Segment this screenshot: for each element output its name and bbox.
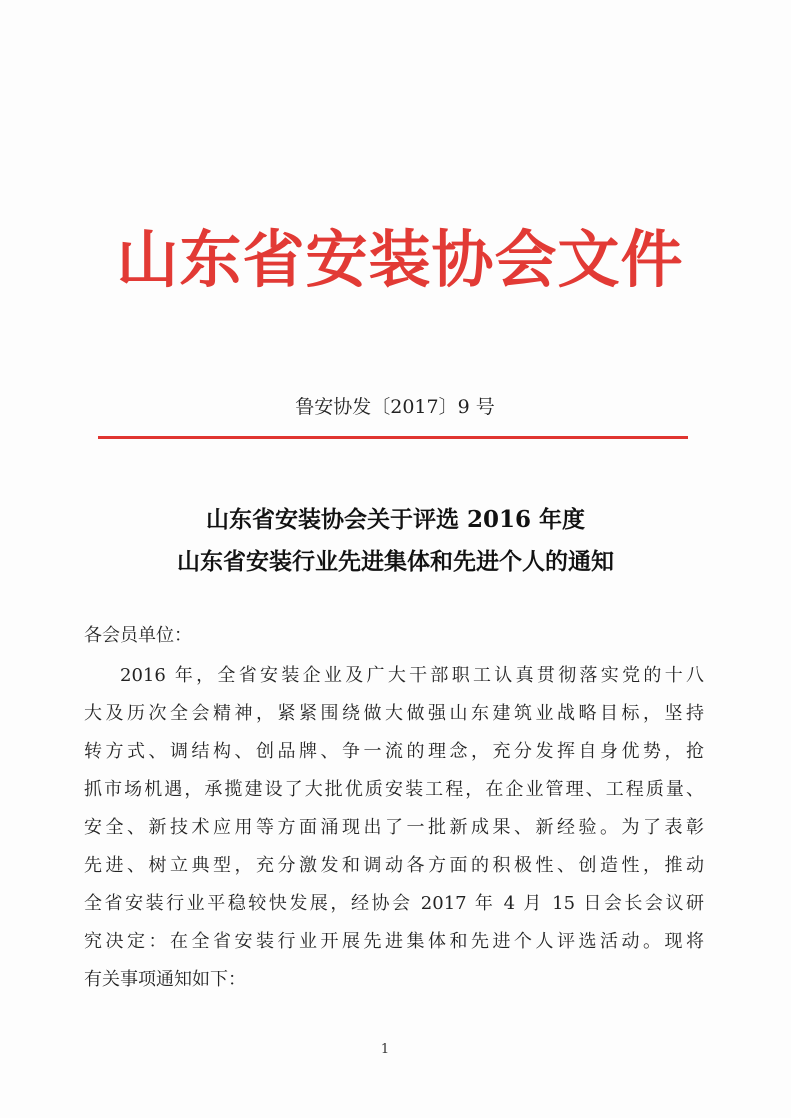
document-number: 鲁安协发〔2017〕9 号 bbox=[295, 396, 495, 418]
body-line-1: 2016 年，全省安装企业及广大干部职工认真贯彻落实党的十八 bbox=[120, 665, 704, 686]
body-line-2: 大及历次全会精神，紧紧围绕做大做强山东建筑业战略目标，坚持 bbox=[84, 703, 704, 724]
body-line-7: 全省安装行业平稳较快发展，经协会 2017 年 4 月 15 日会长会议研 bbox=[84, 893, 704, 914]
body-line-3: 转方式、调结构、创品牌、争一流的理念，充分发挥自身优势，抢 bbox=[84, 741, 704, 762]
body-line-4: 抓市场机遇，承揽建设了大批优质安装工程，在企业管理、工程质量、 bbox=[84, 779, 704, 800]
page-number: 1 bbox=[380, 1042, 390, 1057]
body-line-6: 先进、树立典型，充分激发和调动各方面的积极性、创造性，推动 bbox=[84, 855, 704, 876]
masthead-title: 山东省安装协会文件 bbox=[116, 223, 684, 296]
salutation: 各会员单位： bbox=[84, 625, 192, 646]
notice-title-line-1: 山东省安装协会关于评选 2016 年度 bbox=[205, 506, 586, 533]
notice-title-line-2: 山东省安装行业先进集体和先进个人的通知 bbox=[177, 548, 614, 575]
body-line-5: 安全、新技术应用等方面涌现出了一批新成果、新经验。为了表彰 bbox=[84, 817, 704, 838]
red-divider-rule bbox=[98, 436, 688, 439]
body-line-8: 究决定：在全省安装行业开展先进集体和先进个人评选活动。现将 bbox=[84, 931, 704, 952]
body-line-9: 有关事项通知如下： bbox=[84, 969, 246, 990]
